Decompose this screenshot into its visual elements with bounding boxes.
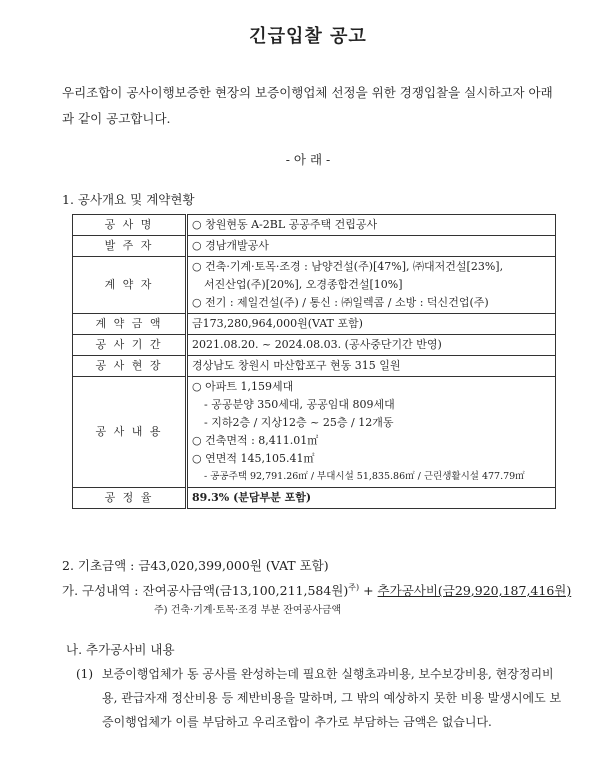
content-line-1: ○ 아파트 1,159세대: [192, 380, 294, 393]
page-title: 긴급입찰 공고: [249, 26, 367, 47]
amount-value: 금173,280,964,000원(VAT 포함): [187, 314, 556, 335]
client-label: 발 주 자: [73, 236, 187, 257]
section2-heading: 2. 기초금액 : 금43,020,399,000원 (VAT 포함): [62, 558, 329, 573]
remaining-cost: 잔여공사금액(금13,100,211,584원): [142, 583, 349, 598]
progress-label: 공 정 율: [73, 488, 187, 509]
table-row: [73, 236, 556, 257]
project-name-value: ○ 창원현동 A-2BL 공공주택 건립공사: [187, 215, 556, 236]
table-row: [73, 257, 556, 314]
item-number: (1): [76, 667, 93, 681]
project-name-label: 공 사 명: [73, 215, 187, 236]
contractor-label: 계 약 자: [73, 257, 187, 314]
table-row: [73, 488, 556, 509]
footnote-mark: 주): [348, 582, 360, 592]
additional-cost: 추가공사비(금29,920,187,416원): [377, 583, 572, 598]
content-line-5: ○ 연면적 145,105.41㎡: [192, 452, 315, 465]
intro-paragraph: 우리조합이 공사이행보증한 현장의 보증이행업체 선정을 위한 경쟁입찰을 실시하고자 아래과 같이 공고합니다.: [62, 85, 553, 126]
contractor-line-1: ○ 건축·기계·토목·조경 : 남양건설(주)[47%], ㈜대저건설[23%],: [192, 260, 504, 273]
amount-label: 계 약 금 액: [73, 314, 187, 335]
period-value: 2021.08.20. ~ 2024.08.03. (공사중단기간 반영): [187, 335, 556, 356]
client-value: ○ 경남개발공사: [187, 236, 556, 257]
progress-value: 89.3% (분담부분 포함): [187, 488, 556, 509]
composition-prefix: 가. 구성내역 :: [62, 583, 139, 598]
contractor-line-2: 서진산업(주)[20%], 오경종합건설[10%]: [204, 278, 403, 291]
plus-sign: +: [359, 583, 378, 598]
table-row: [73, 356, 556, 377]
table-row: [73, 215, 556, 236]
content-value: [187, 377, 556, 488]
content-line-2: - 공공분양 350세대, 공공임대 809세대: [204, 398, 395, 411]
site-value: 경상남도 창원시 마산합포구 현동 315 일원: [187, 356, 556, 377]
table-row: [73, 377, 556, 488]
contractor-line-3: ○ 전기 : 제일건설(주) / 통신 : ㈜일렉콤 / 소방 : 덕신건업(주): [192, 296, 489, 309]
site-label: 공 사 현 장: [73, 356, 187, 377]
content-line-6: - 공공주택 92,791.26㎡ / 부대시설 51,835.86㎡ / 근린생활시설 477.79㎡: [204, 471, 525, 482]
table-row: [73, 314, 556, 335]
content-line-4: ○ 건축면적 : 8,411.01㎡: [192, 434, 319, 447]
composition-footnote: 주) 건축·기계·토목·조경 부분 잔여공사금액: [154, 605, 342, 616]
section1-heading: 1. 공사개요 및 계약현황: [62, 192, 195, 207]
additional-cost-heading: 나. 추가공사비 내용: [66, 642, 175, 657]
contract-info-table: [72, 214, 556, 509]
additional-cost-body: [76, 662, 564, 734]
contractor-value: [187, 257, 556, 314]
additional-cost-text: 보증이행업체가 동 공사를 완성하는데 필요한 실행초과비용, 보수보강비용, 현장정리비용, 관급자재 정산비용 등 제반비용을 말하며, 그 밖의 예상하지 못한 비용 발생시에도 보증이행업체가 이를 부담하고 우리조합이 추가로 부담하는 금액은 없습니다.: [102, 667, 562, 729]
period-label: 공 사 기 간: [73, 335, 187, 356]
content-line-3: - 지하2층 / 지상12층 ~ 25층 / 12개동: [204, 416, 394, 429]
section-divider-label: - 아 래 -: [285, 152, 331, 167]
composition-line: [62, 581, 571, 599]
content-label: 공 사 내 용: [73, 377, 187, 488]
table-row: [73, 335, 556, 356]
